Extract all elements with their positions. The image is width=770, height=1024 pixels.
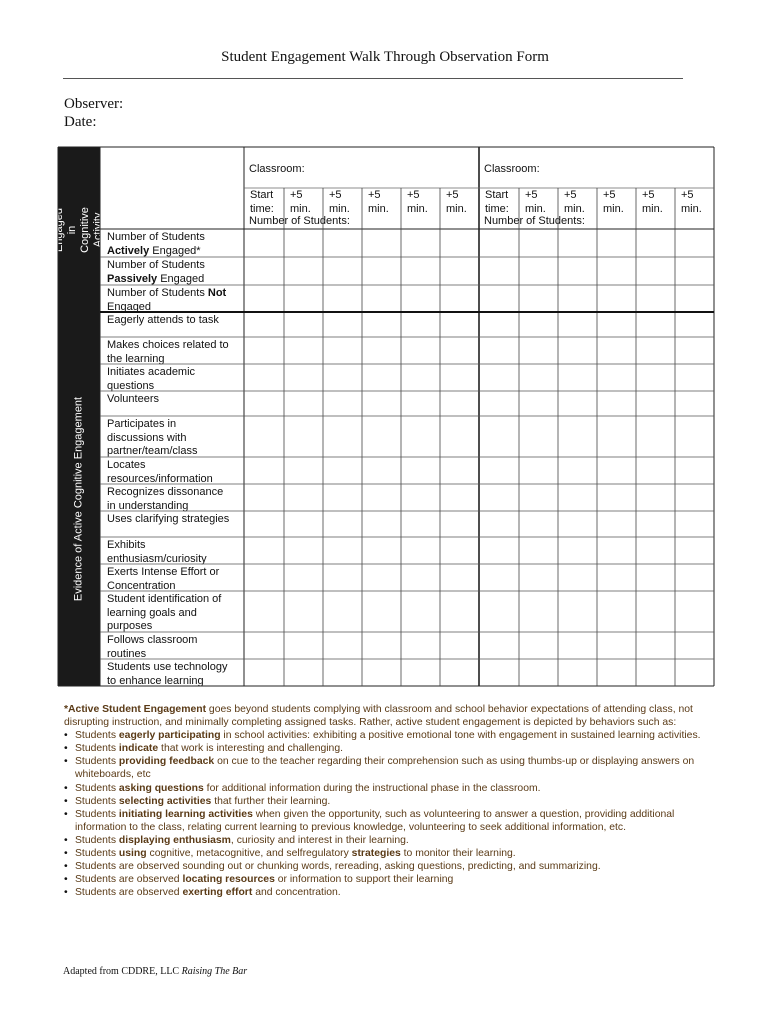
observation-cell[interactable] <box>559 512 596 536</box>
row-label-7: Participates in discussions with partner/team/class <box>107 418 198 457</box>
observation-cell[interactable] <box>480 565 518 590</box>
observation-cell[interactable] <box>285 392 322 415</box>
observation-cell[interactable] <box>559 565 596 590</box>
observation-cell[interactable] <box>441 392 478 415</box>
observation-cell[interactable] <box>520 392 557 415</box>
group-evidence-label: Evidence of Active Cognitive Engagement <box>72 396 85 602</box>
observation-cell[interactable] <box>285 592 322 631</box>
classroom-a-interval-0: Start time: <box>250 189 274 215</box>
observation-cell[interactable] <box>402 660 439 685</box>
row-label-11: Exhibits enthusiasm/curiosity <box>107 539 207 565</box>
observation-cell[interactable] <box>520 458 557 483</box>
observation-cell[interactable] <box>559 338 596 363</box>
observation-cell[interactable] <box>480 538 518 563</box>
observation-cell[interactable] <box>245 230 283 256</box>
observation-cell[interactable] <box>245 338 283 363</box>
observation-cell[interactable] <box>520 365 557 390</box>
observation-cell[interactable] <box>285 258 322 284</box>
observation-cell[interactable] <box>598 313 635 336</box>
observation-cell[interactable] <box>363 365 400 390</box>
observation-cell[interactable] <box>402 485 439 510</box>
observation-cell[interactable] <box>441 458 478 483</box>
observation-cell[interactable] <box>480 633 518 658</box>
engagement-notes <box>64 703 704 899</box>
observation-cell[interactable] <box>480 258 518 284</box>
observation-cell[interactable] <box>676 417 713 456</box>
observation-cell[interactable] <box>637 313 674 336</box>
observation-cell[interactable] <box>598 512 635 536</box>
observation-cell[interactable] <box>520 565 557 590</box>
observation-cell[interactable] <box>441 485 478 510</box>
observation-cell[interactable] <box>324 286 361 311</box>
observation-cell[interactable] <box>402 286 439 311</box>
observation-cell[interactable] <box>285 565 322 590</box>
observation-cell[interactable] <box>363 458 400 483</box>
observation-cell[interactable] <box>245 458 283 483</box>
observation-cell[interactable] <box>559 230 596 256</box>
observation-cell[interactable] <box>480 392 518 415</box>
observation-cell[interactable] <box>637 230 674 256</box>
notes-bullet: • Students are observed sounding out or chunking words, rereading, asking questions, predicting, and summarizing. <box>75 860 704 873</box>
observation-cell[interactable] <box>676 365 713 390</box>
observation-cell[interactable] <box>402 458 439 483</box>
classroom-b-interval-2: +5 min. <box>564 189 585 215</box>
observation-cell[interactable] <box>402 633 439 658</box>
observation-cell[interactable] <box>559 633 596 658</box>
row-label-3: Eagerly attends to task <box>107 314 219 326</box>
observation-cell[interactable] <box>441 592 478 631</box>
observation-cell[interactable] <box>245 633 283 658</box>
notes-bullet: • Students using cognitive, metacognitive, and selfregulatory strategies to monitor their learning. <box>75 847 704 860</box>
observation-cell[interactable] <box>402 258 439 284</box>
observation-cell[interactable] <box>324 258 361 284</box>
observation-cell[interactable] <box>245 417 283 456</box>
observation-cell[interactable] <box>676 538 713 563</box>
observation-cell[interactable] <box>676 565 713 590</box>
observation-cell[interactable] <box>324 592 361 631</box>
observation-cell[interactable] <box>363 286 400 311</box>
observation-cell[interactable] <box>285 633 322 658</box>
observation-cell[interactable] <box>245 512 283 536</box>
observation-cell[interactable] <box>598 258 635 284</box>
row-label-15: Students use technology to enhance learning <box>107 661 228 687</box>
classroom-b-interval-3: +5 min. <box>603 189 624 215</box>
classroom-a-interval-5: +5 min. <box>446 189 467 215</box>
observation-cell[interactable] <box>676 392 713 415</box>
observation-cell[interactable] <box>559 417 596 456</box>
observation-cell[interactable] <box>324 565 361 590</box>
observation-cell[interactable] <box>480 417 518 456</box>
observation-cell[interactable] <box>598 338 635 363</box>
observation-cell[interactable] <box>676 660 713 685</box>
observation-cell[interactable] <box>637 592 674 631</box>
notes-intro-text: goes beyond students complying with classroom and school behavior expectations of attending class, not disrupting instruction, and minimally completing assigned tasks. Rather, active student engagement is depicted by behaviors such as: <box>64 704 693 729</box>
observation-cell[interactable] <box>520 485 557 510</box>
notes-bullet: • Students eagerly participating in school activities: exhibiting a positive emotional tone with engagement in sustained learning activities. <box>75 729 704 742</box>
observation-cell[interactable] <box>402 565 439 590</box>
observation-cell[interactable] <box>480 313 518 336</box>
observation-cell[interactable] <box>637 485 674 510</box>
observation-cell[interactable] <box>676 258 713 284</box>
notes-bullet: • Students displaying enthusiasm, curiosity and interest in their learning. <box>75 834 704 847</box>
observation-cell[interactable] <box>285 365 322 390</box>
observation-cell[interactable] <box>480 660 518 685</box>
classroom-b-interval-0: Start time: <box>485 189 509 215</box>
observation-cell[interactable] <box>480 230 518 256</box>
observation-cell[interactable] <box>363 538 400 563</box>
observation-cell[interactable] <box>480 338 518 363</box>
observation-cell[interactable] <box>480 286 518 311</box>
classroom-a-students-label: Number of Students: <box>249 215 350 227</box>
classroom-a-interval-3: +5 min. <box>368 189 389 215</box>
observation-cell[interactable] <box>285 512 322 536</box>
observation-cell[interactable] <box>598 485 635 510</box>
observation-cell[interactable] <box>559 258 596 284</box>
observation-cell[interactable] <box>598 538 635 563</box>
observation-cell[interactable] <box>676 485 713 510</box>
observation-cell[interactable] <box>520 592 557 631</box>
observation-cell[interactable] <box>441 512 478 536</box>
page-title: Student Engagement Walk Through Observation Form <box>221 49 549 65</box>
observation-cell[interactable] <box>402 538 439 563</box>
notes-bullet: • Students are observed exerting effort and concentration. <box>75 886 704 899</box>
row-label-12: Exerts Intense Effort or Concentration <box>107 566 220 592</box>
observation-cell[interactable] <box>441 338 478 363</box>
row-label-8: Locates resources/information <box>107 459 213 485</box>
footer-prefix: Adapted from CDDRE, LLC <box>63 966 182 977</box>
observation-cell[interactable] <box>402 313 439 336</box>
observation-cell[interactable] <box>441 660 478 685</box>
observation-cell[interactable] <box>637 660 674 685</box>
observation-cell[interactable] <box>245 565 283 590</box>
observation-cell[interactable] <box>480 592 518 631</box>
row-label-2: Number of Students Not Engaged <box>107 287 227 313</box>
notes-bullet: • Students initiating learning activities when given the opportunity, such as volunteering to answer a question, providing additional information to the class, relating current learning to previous knowledge, volunteering to seek additional information, etc. <box>75 808 704 834</box>
observation-cell[interactable] <box>363 230 400 256</box>
observation-cell[interactable] <box>441 565 478 590</box>
observation-cell[interactable] <box>637 286 674 311</box>
observation-cell[interactable] <box>598 417 635 456</box>
observation-cell[interactable] <box>245 592 283 631</box>
observation-cell[interactable] <box>324 512 361 536</box>
observation-cell[interactable] <box>245 258 283 284</box>
observation-cell[interactable] <box>402 365 439 390</box>
observation-cell[interactable] <box>324 365 361 390</box>
observation-cell[interactable] <box>402 230 439 256</box>
observation-cell[interactable] <box>285 286 322 311</box>
observation-cell[interactable] <box>598 392 635 415</box>
notes-bullet: • Students indicate that work is interesting and challenging. <box>75 742 704 755</box>
observation-cell[interactable] <box>676 286 713 311</box>
observation-cell[interactable] <box>559 485 596 510</box>
observation-cell[interactable] <box>324 660 361 685</box>
observation-cell[interactable] <box>598 458 635 483</box>
classroom-b-interval-4: +5 min. <box>642 189 663 215</box>
observation-cell[interactable] <box>520 417 557 456</box>
observation-cell[interactable] <box>363 338 400 363</box>
observation-cell[interactable] <box>441 417 478 456</box>
observation-cell[interactable] <box>637 538 674 563</box>
observation-cell[interactable] <box>598 633 635 658</box>
observation-cell[interactable] <box>363 512 400 536</box>
observer-date-block <box>64 95 123 131</box>
observer-label: Observer: <box>64 96 124 112</box>
row-label-9: Recognizes dissonance in understanding <box>107 486 224 512</box>
observation-cell[interactable] <box>402 338 439 363</box>
observation-cell[interactable] <box>363 633 400 658</box>
observation-cell[interactable] <box>559 365 596 390</box>
observation-cell[interactable] <box>480 365 518 390</box>
observation-cell[interactable] <box>363 485 400 510</box>
classroom-a-interval-1: +5 min. <box>290 189 311 215</box>
observation-cell[interactable] <box>363 258 400 284</box>
row-label-5: Initiates academic questions <box>107 366 196 392</box>
observation-cell[interactable] <box>441 538 478 563</box>
observation-cell[interactable] <box>245 313 283 336</box>
notes-intro-bold: *Active Student Engagement <box>64 704 207 715</box>
observation-cell[interactable] <box>637 565 674 590</box>
observation-cell[interactable] <box>637 258 674 284</box>
row-label-14: Follows classroom routines <box>107 634 198 660</box>
observation-cell[interactable] <box>324 485 361 510</box>
observation-cell[interactable] <box>676 338 713 363</box>
observation-cell[interactable] <box>559 286 596 311</box>
observation-cell[interactable] <box>520 230 557 256</box>
observation-cell[interactable] <box>441 313 478 336</box>
footer-title: Raising The Bar <box>181 966 248 977</box>
observation-cell[interactable] <box>441 230 478 256</box>
row-label-0: Number of Students Actively Engaged* <box>107 231 205 257</box>
observation-cell[interactable] <box>520 258 557 284</box>
observation-cell[interactable] <box>559 660 596 685</box>
observation-cell[interactable] <box>676 230 713 256</box>
observation-cell[interactable] <box>363 592 400 631</box>
observation-cell[interactable] <box>520 512 557 536</box>
observation-cell[interactable] <box>520 538 557 563</box>
observation-cell[interactable] <box>285 338 322 363</box>
classroom-b-students-label: Number of Students: <box>484 215 585 227</box>
observation-cell[interactable] <box>324 230 361 256</box>
observation-cell[interactable] <box>245 538 283 563</box>
observation-cell[interactable] <box>324 338 361 363</box>
observation-cell[interactable] <box>363 565 400 590</box>
observation-cell[interactable] <box>559 538 596 563</box>
observation-cell[interactable] <box>520 633 557 658</box>
observation-cell[interactable] <box>598 592 635 631</box>
classroom-b-interval-5: +5 min. <box>681 189 702 215</box>
observation-cell[interactable] <box>402 392 439 415</box>
row-label-10: Uses clarifying strategies <box>107 513 230 525</box>
row-label-13: Student identification of learning goals and purposes <box>107 593 222 632</box>
notes-bullet-list <box>64 729 704 899</box>
observation-cell[interactable] <box>637 392 674 415</box>
classroom-b-label: Classroom: <box>484 162 540 175</box>
notes-bullet: • Students selecting activities that further their learning. <box>75 795 704 808</box>
title-divider <box>63 78 683 79</box>
group-evidence-sidebar <box>58 312 100 686</box>
observation-cell[interactable] <box>637 458 674 483</box>
group-engaged-label: Engaged in Cognitive Activity <box>53 206 104 253</box>
observation-cell[interactable] <box>324 392 361 415</box>
observation-cell[interactable] <box>363 660 400 685</box>
observation-cell[interactable] <box>402 512 439 536</box>
group-engaged-sidebar <box>53 147 104 312</box>
observation-cell[interactable] <box>324 417 361 456</box>
observation-cell[interactable] <box>559 458 596 483</box>
observation-cell[interactable] <box>520 660 557 685</box>
observation-cell[interactable] <box>559 392 596 415</box>
observation-cell[interactable] <box>480 458 518 483</box>
observation-cell[interactable] <box>363 392 400 415</box>
observation-cell[interactable] <box>520 313 557 336</box>
observation-cell[interactable] <box>245 392 283 415</box>
observation-cell[interactable] <box>285 458 322 483</box>
classroom-a-interval-2: +5 min. <box>329 189 350 215</box>
observation-cell[interactable] <box>598 365 635 390</box>
notes-bullet: • Students asking questions for additional information during the instructional phase in the classroom. <box>75 782 704 795</box>
observation-cell[interactable] <box>324 458 361 483</box>
footer-credit <box>63 966 247 977</box>
observation-cell[interactable] <box>441 286 478 311</box>
observation-cell[interactable] <box>676 633 713 658</box>
classroom-b-header <box>484 149 711 242</box>
observation-cell[interactable] <box>637 512 674 536</box>
classroom-a-header <box>249 149 476 242</box>
observation-cell[interactable] <box>676 592 713 631</box>
observation-cell[interactable] <box>676 313 713 336</box>
observation-cell[interactable] <box>598 230 635 256</box>
observation-cell[interactable] <box>402 592 439 631</box>
observation-cell[interactable] <box>559 592 596 631</box>
observation-cell[interactable] <box>480 512 518 536</box>
observation-cell[interactable] <box>598 286 635 311</box>
observation-cell[interactable] <box>441 633 478 658</box>
row-label-1: Number of Students Passively Engaged <box>107 259 205 285</box>
observation-cell[interactable] <box>598 660 635 685</box>
classroom-a-interval-4: +5 min. <box>407 189 428 215</box>
date-label: Date: <box>64 114 97 130</box>
observation-cell[interactable] <box>363 417 400 456</box>
observation-cell[interactable] <box>637 417 674 456</box>
observation-cell[interactable] <box>520 286 557 311</box>
observation-cell[interactable] <box>324 313 361 336</box>
observation-cell[interactable] <box>285 313 322 336</box>
observation-cell[interactable] <box>245 286 283 311</box>
observation-cell[interactable] <box>324 538 361 563</box>
notes-bullet: • Students providing feedback on cue to the teacher regarding their comprehension such as using thumbs-up or displaying answers on whiteboards, etc <box>75 755 704 781</box>
classroom-b-interval-1: +5 min. <box>525 189 546 215</box>
observation-cell[interactable] <box>245 660 283 685</box>
observation-cell[interactable] <box>285 230 322 256</box>
row-label-6: Volunteers <box>107 393 159 405</box>
observation-cell[interactable] <box>285 485 322 510</box>
observation-cell[interactable] <box>480 485 518 510</box>
observation-cell[interactable] <box>676 512 713 536</box>
notes-intro <box>64 703 704 729</box>
observation-cell[interactable] <box>441 365 478 390</box>
notes-bullet: • Students are observed locating resources or information to support their learning <box>75 873 704 886</box>
observation-cell[interactable] <box>676 458 713 483</box>
observation-cell[interactable] <box>245 365 283 390</box>
observation-cell[interactable] <box>285 538 322 563</box>
observation-cell[interactable] <box>637 633 674 658</box>
observation-cell[interactable] <box>559 313 596 336</box>
observation-cell[interactable] <box>598 565 635 590</box>
observation-cell[interactable] <box>363 313 400 336</box>
observation-cell[interactable] <box>441 258 478 284</box>
observation-cell[interactable] <box>245 485 283 510</box>
observation-cell[interactable] <box>520 338 557 363</box>
observation-cell[interactable] <box>637 365 674 390</box>
observation-cell[interactable] <box>402 417 439 456</box>
observation-cell[interactable] <box>285 417 322 456</box>
observation-cell[interactable] <box>324 633 361 658</box>
observation-cell[interactable] <box>637 338 674 363</box>
row-label-4: Makes choices related to the learning <box>107 339 229 365</box>
observation-cell[interactable] <box>285 660 322 685</box>
classroom-a-label: Classroom: <box>249 162 305 175</box>
